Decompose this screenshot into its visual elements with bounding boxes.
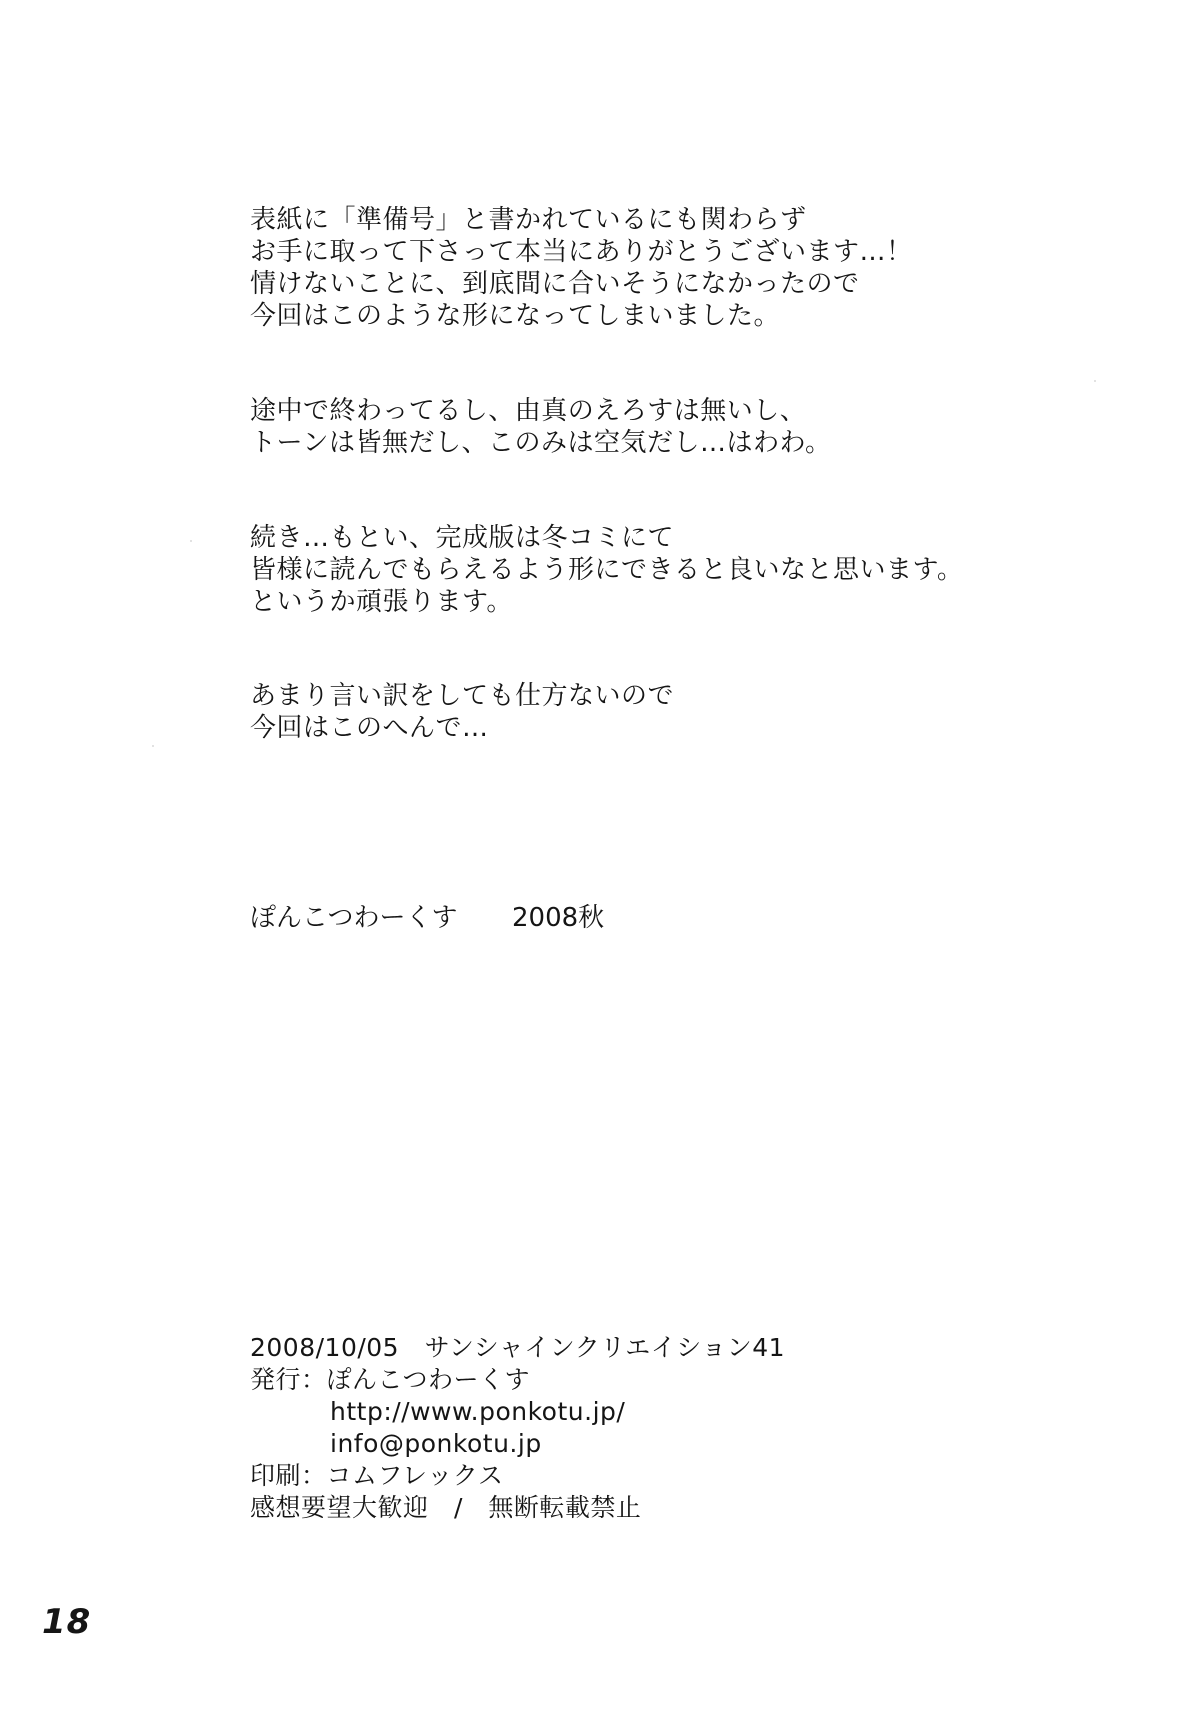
body-text-line: トーンは皆無だし、このみは空気だし…はわわ。 bbox=[250, 428, 832, 458]
body-text-line: 今回はこのような形になってしまいました。 bbox=[250, 301, 781, 331]
body-text-line: 今回はこのへんで… bbox=[250, 713, 489, 743]
scan-speck bbox=[152, 745, 154, 747]
body-text-line: 情けないことに、到底間に合いそうになかったので bbox=[250, 269, 860, 299]
body-text-line: 途中で終わってるし、由真のえろすは無いし、 bbox=[250, 396, 807, 426]
body-text-line: 皆様に読んでもらえるよう形にできると良いなと思います。 bbox=[250, 555, 964, 585]
signature bbox=[250, 902, 605, 934]
publisher-line: 発行：ぽんこつわーくす bbox=[250, 1365, 531, 1394]
circle-name: ぽんこつわーくす bbox=[250, 903, 458, 933]
body-text-line: お手に取って下さって本当にありがとうございます…！ bbox=[250, 237, 913, 267]
printer-line: 印刷：コムフレックス bbox=[250, 1461, 504, 1490]
email-address: info@ponkotu.jp bbox=[330, 1429, 542, 1458]
body-text-line: あまり言い訳をしても仕方ないので bbox=[250, 681, 675, 711]
event-line: 2008/10/05 サンシャインクリエイション41 bbox=[250, 1333, 786, 1362]
body-text-line: 表紙に「準備号」と書かれているにも関わらず bbox=[250, 205, 807, 235]
website-url: http://www.ponkotu.jp/ bbox=[330, 1397, 626, 1426]
scan-speck bbox=[1094, 380, 1096, 382]
body-text-line: というか頑張ります。 bbox=[250, 587, 513, 617]
season-label: 2008秋 bbox=[512, 903, 605, 933]
page-number: 18 bbox=[42, 1602, 92, 1642]
notice-line: 感想要望大歓迎 / 無断転載禁止 bbox=[250, 1493, 642, 1522]
body-text-line: 続き…もとい、完成版は冬コミにて bbox=[250, 523, 675, 553]
scan-speck bbox=[190, 540, 192, 542]
